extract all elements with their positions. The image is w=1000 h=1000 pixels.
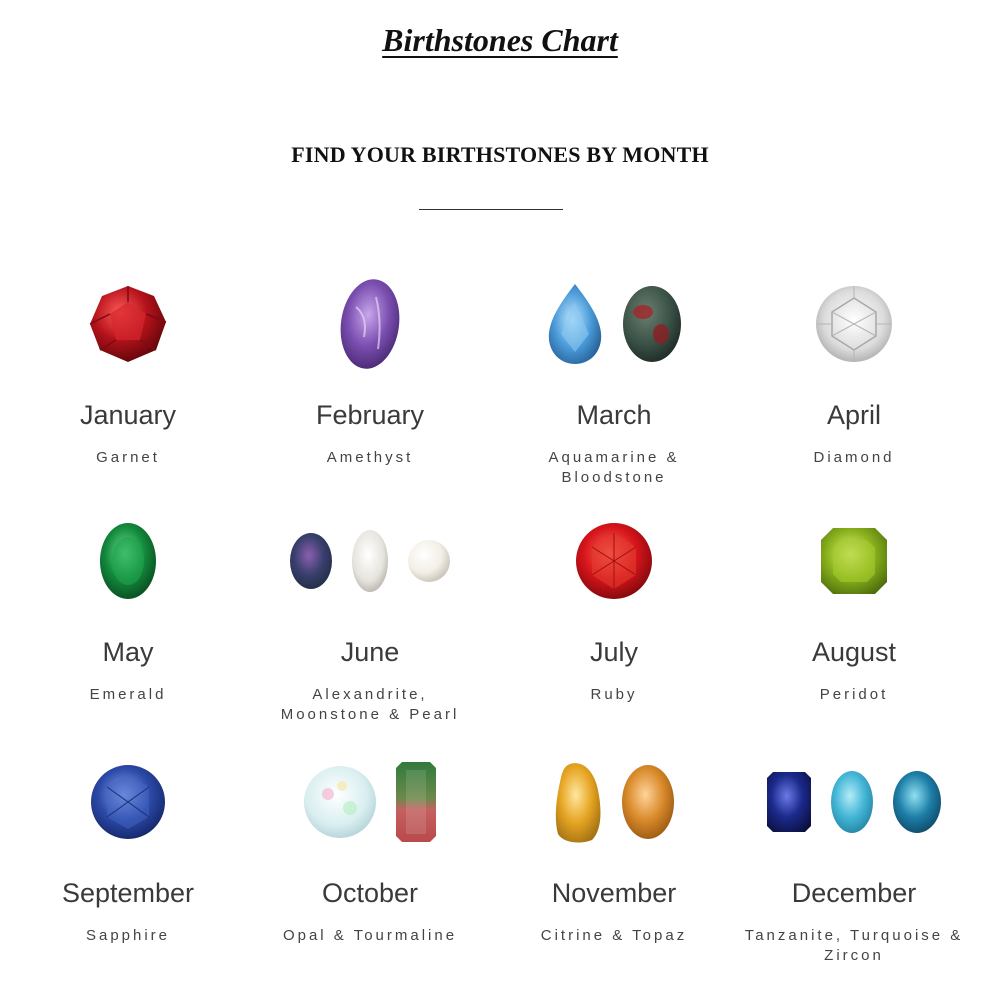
garnet-icon [88,284,168,364]
gem-images [250,274,490,374]
month-name: March [576,400,652,430]
month-name: January [79,400,177,430]
gem-images [494,752,734,852]
gem-images [8,752,248,852]
moonstone-icon [350,528,390,594]
birthstone-card-october [250,752,490,946]
birthstone-names: Tanzanite, Turquoise & Zircon [744,927,964,964]
gem-images [734,274,974,374]
gem-images [734,511,974,611]
birthstone-names: Aquamarine & Bloodstone [548,449,680,486]
month-name: December [791,878,917,908]
gem-images [250,511,490,611]
month-name: May [102,637,154,667]
title-divider [419,209,563,210]
tourmaline-icon [394,760,438,844]
birthstone-card-march [494,274,734,488]
month-name: February [315,400,425,430]
month-name: November [551,878,677,908]
gem-images [8,511,248,611]
birthstone-card-august [734,511,974,705]
pearl-icon [406,538,452,584]
page-subtitle: FIND YOUR BIRTHSTONES BY MONTH [291,142,709,167]
opal-icon [302,764,378,840]
birthstone-card-february [250,274,490,468]
alexandrite-icon [288,531,334,591]
page-title: Birthstones Chart [382,22,618,58]
emerald-icon [98,521,158,601]
birthstone-card-november [494,752,734,946]
birthstone-card-december [734,752,974,966]
aquamarine-icon [545,282,605,366]
birthstone-card-april [734,274,974,468]
month-name: August [811,637,897,667]
birthstone-card-july [494,511,734,705]
ruby-icon [574,521,654,601]
birthstone-names: Peridot [819,686,889,703]
month-name: April [826,400,881,430]
birthstone-card-june [250,511,490,725]
month-name: July [589,637,638,667]
sapphire-icon [89,763,167,841]
peridot-icon [819,526,889,596]
month-name: September [61,878,195,908]
gem-images [8,274,248,374]
zircon-icon [891,769,943,835]
birthstone-names: Garnet [96,449,160,466]
month-name: June [340,637,400,667]
birthstone-names: Opal & Tourmaline [282,927,458,944]
gem-images [494,511,734,611]
bloodstone-icon [621,284,683,364]
gem-images [734,752,974,852]
citrine-icon [552,760,604,844]
tanzanite-icon [765,770,813,834]
gem-images [494,274,734,374]
birthstone-card-september [8,752,248,946]
gem-images [250,752,490,852]
topaz-icon [620,763,676,841]
birthstone-card-january [8,274,248,468]
birthstone-names: Alexandrite, Moonstone & Pearl [280,686,460,723]
birthstone-names: Amethyst [326,449,414,466]
amethyst-icon [338,277,402,371]
birthstone-card-may [8,511,248,705]
turquoise-icon [829,769,875,835]
birthstone-names: Ruby [590,686,638,703]
birthstone-names: Diamond [813,449,895,466]
diamond-icon [814,284,894,364]
month-name: October [321,878,419,908]
birthstone-names: Sapphire [85,927,171,944]
birthstone-names: Emerald [89,686,167,703]
birthstone-names: Citrine & Topaz [540,927,688,944]
